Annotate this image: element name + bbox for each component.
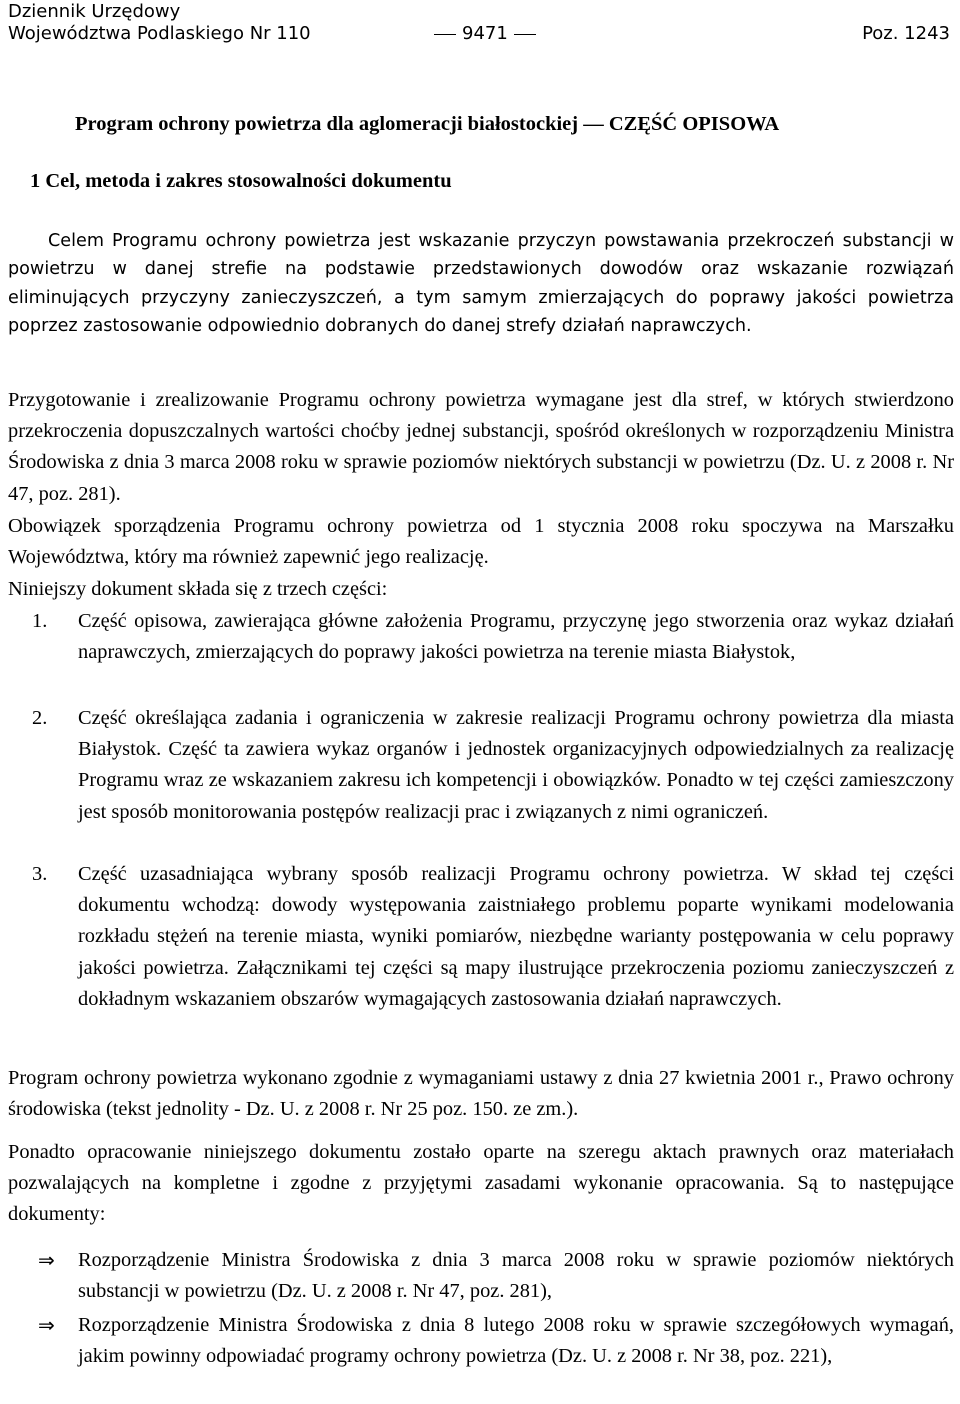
document-text: Rozporządzenie Ministra Środowiska z dnia 3 marca 2008 roku w sprawie poziomów niektórych substancji w powietrzu (Dz. U. z 2008 r. Nr 47, poz. 281),: [78, 1249, 954, 1303]
document-title: Program ochrony powietrza dla aglomeracji białostockiej — CZĘŚĆ OPISOWA: [75, 113, 780, 135]
journal-title: Dziennik Urzędowy: [8, 1, 181, 22]
journal-issue: Województwa Podlaskiego Nr 110: [8, 23, 311, 44]
structure-intro: Niniejszy dokument składa się z trzech części:: [8, 578, 388, 600]
double-arrow-icon: ⇒: [38, 1313, 55, 1337]
purpose-paragraph: Celem Programu ochrony powietrza jest wskazanie przyczyn powstawania przekroczeń substancji w powietrzu w danej strefie na podstawie przedstawionych dowodów oraz wskazanie rozwiązań eliminujących przyczyny zanieczyszczeń, a tym samym zmierzających do poprawy jakości powietrza poprzez zastosowanie odpowiednio dobranych do danej strefy działań naprawczych.: [8, 231, 954, 336]
preparation-paragraph: Przygotowanie i zrealizowanie Programu ochrony powietrza wymagane jest dla stref, w których stwierdzono przekroczenia dopuszczalnych wartości choćby jednej substancji, spośród określonych w rozporządzeniu Ministra Środowiska z dnia 3 marca 2008 roku w sprawie poziomów niektórych substancji w powietrzu (Dz. U. z 2008 r. Nr 47, poz. 281).: [8, 389, 954, 505]
position-number: Poz. 1243: [862, 23, 950, 44]
law-basis-paragraph: Program ochrony powietrza wykonano zgodnie z wymaganiami ustawy z dnia 27 kwietnia 2001 r., Prawo ochrony środowiska (tekst jednolity - Dz. U. z 2008 r. Nr 25 poz. 150. ze zm.).: [8, 1067, 954, 1121]
sources-intro-paragraph: Ponadto opracowanie niniejszego dokumentu zostało oparte na szeregu aktach prawnych oraz materiałach pozwalających na kompletne i zgodne z przyjętymi zasadami wykonanie opracowania. Są to następujące dokumenty:: [8, 1141, 954, 1226]
list-text: Część określająca zadania i ograniczenia w zakresie realizacji Programu ochrony powietrza dla miasta Białystok. Część ta zawiera wykaz organów i jednostek organizacyjnych odpowiedzialnych za realizację Programu wraz ze wskazaniem zakresu ich kompetencji i obowiązków. Ponadto w tej części zamieszczony jest sposób monitorowania postępów realizacji prac i związanych z nimi ograniczeń.: [78, 707, 954, 823]
journal-header: [8, 1, 311, 45]
list-item: [8, 859, 954, 1015]
document-list-item: [8, 1310, 954, 1372]
list-number: 1.: [32, 610, 48, 632]
list-item: [8, 606, 954, 668]
list-text: Część opisowa, zawierająca główne założenia Programu, przyczynę jego stworzenia oraz wykaz działań naprawczych, zmierzających do poprawy jakości powietrza na terenie miasta Białystok,: [78, 610, 954, 664]
dash-right: [514, 34, 536, 35]
list-item: [8, 703, 954, 828]
list-number: 2.: [32, 707, 48, 729]
page-number: 9471: [462, 23, 508, 44]
document-text: Rozporządzenie Ministra Środowiska z dnia 8 lutego 2008 roku w sprawie szczegółowych wymagań, jakim powinny odpowiadać programy ochrony powietrza (Dz. U. z 2008 r. Nr 38, poz. 221),: [78, 1314, 954, 1368]
double-arrow-icon: ⇒: [38, 1248, 55, 1272]
list-text: Część uzasadniająca wybrany sposób realizacji Programu ochrony powietrza. W skład tej części dokumentu wchodzą: dowody występowania zaistniałego problemu poparte wynikami modelowania rozkładu stężeń na terenie miasta, wyniki pomiarów, niezbędne warianty postępowania w celu poprawy jakości powietrza. Załącznikami tej części są mapy ilustrujące przekroczenia poziomu zanieczyszczeń z dokładnym wskazaniem obszarów wymagających zastosowania działań naprawczych.: [78, 863, 954, 1010]
obligation-paragraph: Obowiązek sporządzenia Programu ochrony powietrza od 1 stycznia 2008 roku spoczywa na Marszałku Województwa, który ma również zapewnić jego realizację.: [8, 515, 954, 569]
section-heading: 1 Cel, metoda i zakres stosowalności dokumentu: [30, 170, 452, 192]
dash-left: [434, 34, 456, 35]
document-list-item: [8, 1245, 954, 1307]
page-number-block: [428, 23, 542, 45]
list-number: 3.: [32, 863, 48, 885]
